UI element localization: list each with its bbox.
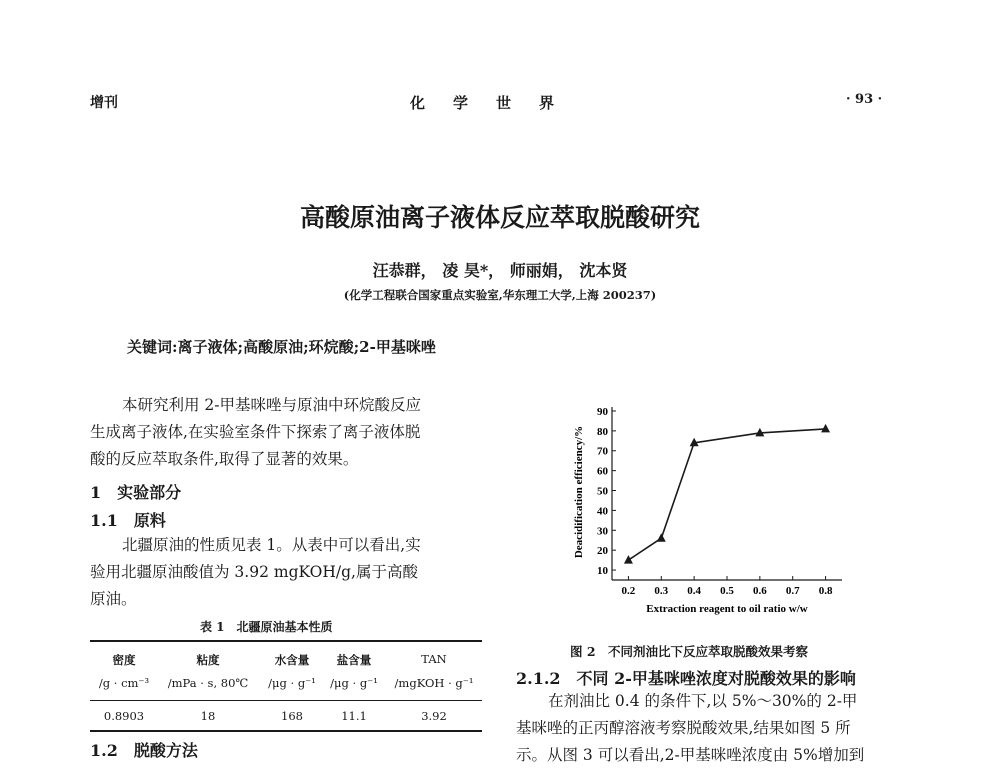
- x-tick-label: 0.5: [720, 585, 734, 597]
- page-number: · 93 ·: [846, 92, 883, 107]
- table-header-cell: TAN: [421, 652, 447, 666]
- text-line: 酸的反应萃取条件,取得了显著的效果。: [90, 450, 359, 468]
- table-bottom-rule: [90, 730, 482, 732]
- x-tick-label: 0.3: [654, 585, 669, 597]
- x-tick-label: 0.7: [785, 585, 800, 597]
- x-tick-label: 0.8: [818, 585, 833, 597]
- section-heading-1: 1 实验部分: [90, 483, 182, 502]
- text-line: 本研究利用 2-甲基咪唑与原油中环烷酸反应: [122, 396, 422, 414]
- x-tick-label: 0.4: [687, 585, 702, 597]
- table-data-cell: 11.1: [341, 709, 367, 723]
- author-affiliation: (化学工程联合国家重点实验室,华东理工大学,上海 200237): [343, 288, 657, 302]
- section-heading-1-2: 1.2 脱酸方法: [90, 741, 198, 760]
- table-caption: 表 1 北疆原油基本性质: [200, 620, 333, 634]
- article-title: 高酸原油离子液体反应萃取脱酸研究: [299, 203, 700, 232]
- y-tick-label: 30: [597, 525, 608, 538]
- x-tick-label: 0.2: [621, 585, 636, 597]
- figure-caption: 图 2 不同剂油比下反应萃取脱酸效果考察: [570, 644, 809, 659]
- y-tick-label: 40: [597, 505, 608, 518]
- data-point-triangle: [821, 424, 830, 433]
- text-line: 基咪唑的正丙醇溶液考察脱酸效果,结果如图 5 所: [516, 719, 851, 737]
- text-line: 原油。: [90, 590, 137, 608]
- text-line: 生成离子液体,在实验室条件下探索了离子液体脱: [90, 423, 421, 441]
- table-unit-cell: /mPa · s, 80℃: [167, 676, 249, 690]
- journal-name: 化学世界: [410, 94, 583, 112]
- table-data-cell: 168: [281, 709, 303, 723]
- chart-x-axis-label: Extraction reagent to oil ratio w/w: [646, 603, 808, 615]
- text-line: 验用北疆原油酸值为 3.92 mgKOH/g,属于高酸: [90, 563, 418, 581]
- journal-issue: 增刊: [90, 95, 118, 111]
- y-tick-label: 60: [597, 465, 608, 478]
- table-unit-cell: /μg · g⁻¹: [330, 676, 378, 690]
- chart-ticks: [597, 406, 833, 597]
- y-tick-label: 50: [597, 485, 608, 498]
- table-header-cell: 粘度: [196, 653, 220, 667]
- y-tick-label: 90: [597, 405, 608, 418]
- y-tick-label: 20: [597, 545, 608, 558]
- concentration-paragraph: [516, 688, 911, 769]
- chart-series: [624, 424, 830, 564]
- table-header-cell: 密度: [112, 653, 136, 667]
- article-authors: 汪恭群， 凌 昊*， 师丽娟， 沈本贤: [372, 261, 628, 280]
- data-point-triangle: [624, 555, 633, 564]
- section-heading-2-1-2: 2.1.2 不同 2-甲基咪唑浓度对脱酸效果的影响: [516, 669, 856, 688]
- data-point-triangle: [657, 533, 666, 542]
- text-line: 在剂油比 0.4 的条件下,以 5%～30%的 2-甲: [548, 692, 858, 710]
- table-data-cell: 18: [200, 709, 216, 723]
- y-tick-label: 10: [597, 565, 608, 578]
- text-line: 示。从图 3 可以看出,2-甲基咪唑浓度由 5%增加到: [516, 746, 865, 764]
- chart-axes: [612, 407, 842, 580]
- keywords: 关键词:离子液体;高酸原油;环烷酸;2-甲基咪唑: [127, 338, 436, 356]
- section-heading-1-1: 1.1 原料: [90, 511, 166, 530]
- intro-paragraph: [90, 392, 485, 473]
- chart-y-axis-label: Deacidification efficiency/%: [573, 425, 585, 559]
- y-tick-label: 80: [597, 425, 608, 438]
- x-tick-label: 0.6: [752, 585, 767, 597]
- table-header-cell: 水含量: [274, 653, 310, 667]
- table-top-rule: [90, 640, 482, 642]
- y-tick-label: 70: [597, 445, 608, 458]
- deacidification-chart: [560, 395, 860, 630]
- table-header-cell: 盐含量: [336, 653, 372, 667]
- table-data-cell: 3.92: [421, 709, 447, 723]
- table-unit-cell: /mgKOH · g⁻¹: [394, 676, 474, 690]
- table-data-cell: 0.8903: [103, 709, 145, 723]
- material-paragraph: [90, 532, 485, 613]
- table-unit-cell: /g · cm⁻³: [98, 676, 150, 690]
- text-line: 北疆原油的性质见表 1。从表中可以看出,实: [122, 536, 421, 554]
- table-unit-cell: /μg · g⁻¹: [268, 676, 316, 690]
- table-mid-rule: [90, 700, 482, 701]
